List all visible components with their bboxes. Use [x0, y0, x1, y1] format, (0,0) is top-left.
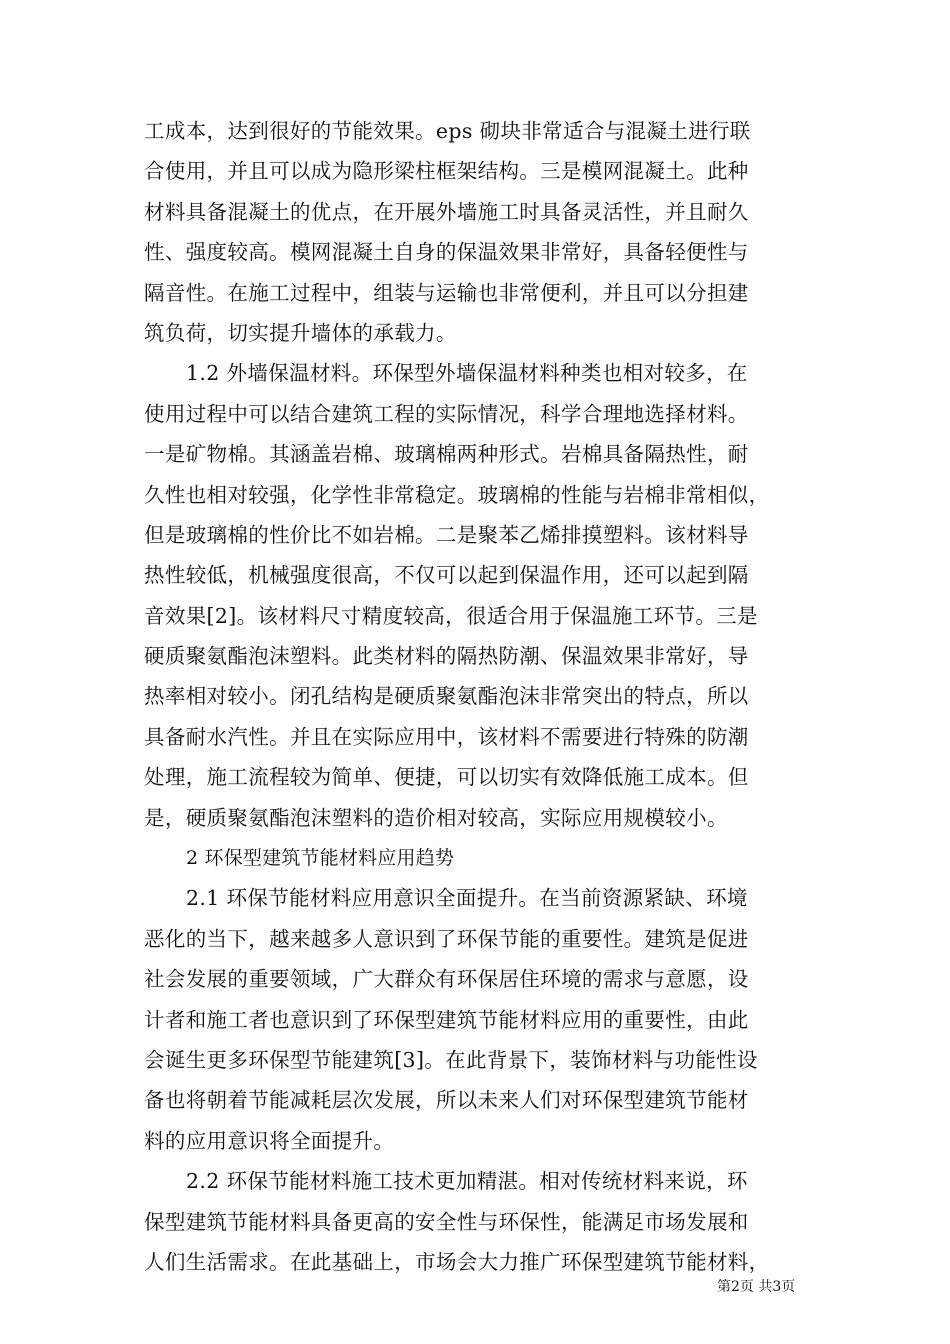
text-line: 恶化的当下，越来越多人意识到了环保节能的重要性。建筑是促进	[144, 926, 749, 951]
text-line: 人们生活需求。在此基础上，市场会大力推广环保型建筑节能材料，	[144, 1249, 770, 1274]
text-line: 一是矿物棉。其涵盖岩棉、玻璃棉两种形式。岩棉具备隔热性，耐	[144, 442, 749, 467]
text-line: 社会发展的重要领域，广大群众有环保居住环境的需求与意愿，设	[144, 967, 749, 992]
text-line: 但是玻璃棉的性价比不如岩棉。二是聚苯乙烯排摸塑料。该材料导	[144, 522, 749, 547]
text-line: 2.2 环保节能材料施工技术更加精湛。相对传统材料来说，环	[186, 1169, 748, 1194]
text-line: 2.1 环保节能材料应用意识全面提升。在当前资源紧缺、环境	[186, 886, 748, 911]
text-line: 合使用，并且可以成为隐形梁柱框架结构。三是模网混凝土。此种	[144, 159, 749, 184]
text-line: 处理，施工流程较为简单、便捷，可以切实有效降低施工成本。但	[144, 765, 749, 790]
text-line: 备也将朝着节能减耗层次发展，所以未来人们对环保型建筑节能材	[144, 1088, 749, 1113]
text-line: 使用过程中可以结合建筑工程的实际情况，科学合理地选择材料。	[144, 401, 749, 426]
text-line: 具备耐水汽性。并且在实际应用中，该材料不需要进行特殊的防潮	[144, 724, 749, 749]
text-line: 会诞生更多环保型节能建筑[3]。在此背景下，装饰材料与功能性设	[144, 1047, 758, 1072]
text-line: 1.2 外墙保温材料。环保型外墙保温材料种类也相对较多，在	[186, 361, 748, 386]
body-text	[144, 111, 808, 1282]
footer-prefix: 第	[717, 1279, 731, 1295]
text-line: 热率相对较小。闭孔结构是硬质聚氨酯泡沫非常突出的特点，所以	[144, 684, 749, 709]
footer-middle: 页 共	[739, 1279, 773, 1295]
text-line: 筑负荷，切实提升墙体的承载力。	[144, 320, 457, 345]
text-line: 保型建筑节能材料具备更高的安全性与环保性，能满足市场发展和	[144, 1209, 749, 1234]
paragraph-section-1-2	[144, 353, 808, 838]
text-line: 硬质聚氨酯泡沫塑料。此类材料的隔热防潮、保温效果非常好，导	[144, 644, 749, 669]
total-pages-number: 3	[772, 1279, 782, 1295]
page-number-footer	[717, 1277, 795, 1297]
heading-text: 2 环保型建筑节能材料应用趋势	[186, 847, 455, 870]
text-line: 隔音性。在施工过程中，组装与运输也非常便利，并且可以分担建	[144, 280, 749, 305]
text-line: 久性也相对较强，化学性非常稳定。玻璃棉的性能与岩棉非常相似，	[144, 482, 770, 507]
text-line: 工成本，达到很好的节能效果。eps 砌块非常适合与混凝土进行联	[144, 119, 751, 143]
paragraph-section-2-2	[144, 1161, 808, 1282]
text-line: 音效果[2]。该材料尺寸精度较高，很适合用于保温施工环节。三是	[144, 603, 758, 628]
current-page-number: 2	[731, 1279, 740, 1295]
paragraph-section-2-1	[144, 878, 808, 1161]
text-line: 性、强度较高。模网混凝土自身的保温效果非常好，具备轻便性与	[144, 240, 749, 265]
text-line: 热性较低，机械强度很高，不仅可以起到保温作用，还可以起到隔	[144, 563, 749, 588]
paragraph-continuation	[144, 111, 808, 353]
section-heading	[144, 838, 808, 878]
text-line: 是，硬质聚氨酯泡沫塑料的造价相对较高，实际应用规模较小。	[144, 805, 728, 830]
text-line: 计者和施工者也意识到了环保型建筑节能材料应用的重要性，由此	[144, 1007, 749, 1032]
text-line: 料的应用意识将全面提升。	[144, 1128, 395, 1153]
text-line: 材料具备混凝土的优点，在开展外墙施工时具备灵活性，并且耐久	[144, 199, 749, 224]
footer-suffix: 页	[781, 1279, 796, 1295]
